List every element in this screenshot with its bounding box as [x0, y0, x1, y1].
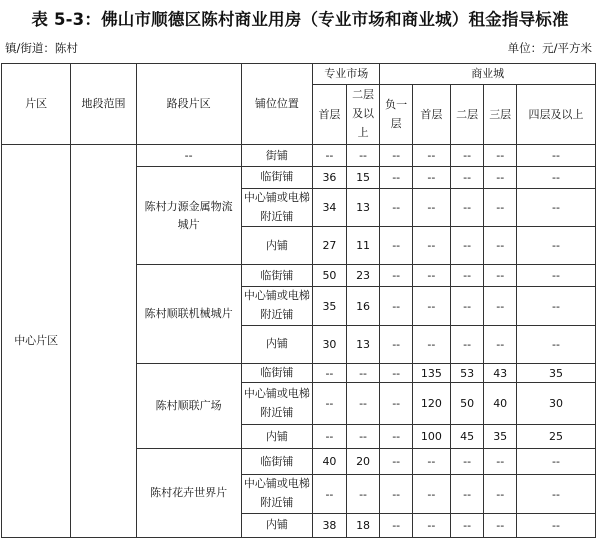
rent-value-cell: 45	[450, 425, 484, 449]
rent-value-cell: --	[412, 287, 450, 325]
shop-position-cell: 临街铺	[241, 167, 312, 189]
rent-value-cell: --	[346, 383, 380, 425]
shop-position-cell: 临街铺	[241, 449, 312, 475]
road-section-cell: 陈村力源金属物流城片	[136, 167, 241, 265]
rent-value-cell: --	[380, 167, 413, 189]
header-market-group: 专业市场	[313, 64, 380, 85]
rent-value-cell: 23	[346, 265, 380, 287]
rent-value-cell: --	[484, 287, 517, 325]
rent-value-cell: --	[380, 189, 413, 227]
rent-value-cell: 25	[516, 425, 595, 449]
rent-value-cell: --	[380, 265, 413, 287]
rent-value-cell: --	[380, 145, 413, 167]
rent-value-cell: --	[484, 449, 517, 475]
rent-value-cell: --	[313, 363, 347, 383]
header-market-col: 二层及以上	[346, 85, 380, 145]
rent-value-cell: 13	[346, 325, 380, 363]
rent-value-cell: --	[450, 265, 484, 287]
rent-value-cell: --	[484, 265, 517, 287]
town-label: 镇/街道：陈村	[5, 41, 78, 55]
rent-value-cell: --	[313, 145, 347, 167]
rent-value-cell: 11	[346, 227, 380, 265]
rent-value-cell: 40	[313, 449, 347, 475]
rent-value-cell: --	[412, 513, 450, 537]
rent-value-cell: 120	[412, 383, 450, 425]
rent-value-cell: 135	[412, 363, 450, 383]
rent-value-cell: --	[484, 145, 517, 167]
rent-value-cell: --	[313, 425, 347, 449]
rent-value-cell: --	[516, 475, 595, 513]
rent-value-cell: --	[450, 145, 484, 167]
rent-value-cell: --	[484, 189, 517, 227]
rent-value-cell: --	[412, 145, 450, 167]
rent-value-cell: --	[412, 325, 450, 363]
rent-value-cell: --	[412, 189, 450, 227]
header-mall-col: 首层	[412, 85, 450, 145]
rent-value-cell: --	[450, 449, 484, 475]
rent-value-cell: --	[516, 287, 595, 325]
rent-value-cell: 36	[313, 167, 347, 189]
rent-value-cell: 50	[313, 265, 347, 287]
rent-value-cell: --	[380, 363, 413, 383]
rent-value-cell: --	[516, 265, 595, 287]
rent-value-cell: --	[484, 325, 517, 363]
rent-value-cell: --	[484, 227, 517, 265]
rent-value-cell: 43	[484, 363, 517, 383]
header-shop-position: 铺位位置	[241, 64, 312, 145]
rent-value-cell: 50	[450, 383, 484, 425]
rent-value-cell: 53	[450, 363, 484, 383]
rent-value-cell: --	[313, 383, 347, 425]
header-area: 片区	[2, 64, 71, 145]
rent-value-cell: --	[313, 475, 347, 513]
rent-value-cell: --	[412, 475, 450, 513]
shop-position-cell: 中心铺或电梯附近铺	[241, 383, 312, 425]
rent-value-cell: 35	[516, 363, 595, 383]
header-mall-group: 商业城	[380, 64, 596, 85]
header-mall-col: 负一层	[380, 85, 413, 145]
rent-value-cell: --	[380, 227, 413, 265]
rent-value-cell: 27	[313, 227, 347, 265]
rent-guideline-table	[1, 63, 596, 538]
rent-value-cell: 35	[313, 287, 347, 325]
shop-position-cell: 中心铺或电梯附近铺	[241, 287, 312, 325]
rent-value-cell: --	[450, 325, 484, 363]
table-title: 表 5-3：佛山市顺德区陈村商业用房（专业市场和商业城）租金指导标准	[31, 10, 569, 29]
rent-value-cell: 16	[346, 287, 380, 325]
rent-value-cell: --	[346, 475, 380, 513]
segment-range-cell	[71, 145, 136, 538]
rent-value-cell: --	[380, 383, 413, 425]
rent-value-cell: --	[380, 475, 413, 513]
rent-value-cell: --	[516, 325, 595, 363]
header-market-col: 首层	[313, 85, 347, 145]
shop-position-cell: 内铺	[241, 513, 312, 537]
header-segment-range: 地段范围	[71, 64, 136, 145]
rent-value-cell: 38	[313, 513, 347, 537]
rent-value-cell: --	[380, 513, 413, 537]
rent-value-cell: --	[450, 475, 484, 513]
rent-value-cell: --	[412, 449, 450, 475]
header-road-section: 路段片区	[136, 64, 241, 145]
rent-value-cell: --	[346, 363, 380, 383]
rent-value-cell: --	[516, 227, 595, 265]
rent-value-cell: --	[484, 513, 517, 537]
shop-position-cell: 中心铺或电梯附近铺	[241, 475, 312, 513]
rent-value-cell: --	[412, 227, 450, 265]
rent-value-cell: --	[516, 513, 595, 537]
rent-value-cell: --	[346, 145, 380, 167]
rent-value-cell: --	[450, 189, 484, 227]
road-section-cell: 陈村顺联机械城片	[136, 265, 241, 363]
rent-value-cell: 13	[346, 189, 380, 227]
rent-value-cell: --	[450, 513, 484, 537]
rent-value-cell: --	[380, 325, 413, 363]
rent-value-cell: 40	[484, 383, 517, 425]
rent-value-cell: --	[380, 287, 413, 325]
rent-value-cell: 35	[484, 425, 517, 449]
rent-value-cell: --	[346, 425, 380, 449]
rent-value-cell: 34	[313, 189, 347, 227]
shop-position-cell: 临街铺	[241, 363, 312, 383]
shop-position-cell: 内铺	[241, 425, 312, 449]
unit-label: 单位：元/平方米	[507, 41, 592, 55]
shop-position-cell: 临街铺	[241, 265, 312, 287]
rent-value-cell: --	[516, 145, 595, 167]
rent-value-cell: --	[380, 449, 413, 475]
road-section-cell: --	[136, 145, 241, 167]
shop-position-cell: 内铺	[241, 325, 312, 363]
area-cell: 中心片区	[2, 145, 71, 538]
header-mall-col: 四层及以上	[516, 85, 595, 145]
rent-value-cell: --	[516, 189, 595, 227]
rent-value-cell: --	[450, 287, 484, 325]
shop-position-cell: 街铺	[241, 145, 312, 167]
rent-value-cell: --	[516, 449, 595, 475]
rent-value-cell: --	[380, 425, 413, 449]
shop-position-cell: 中心铺或电梯附近铺	[241, 189, 312, 227]
rent-value-cell: --	[484, 475, 517, 513]
header-mall-col: 二层	[450, 85, 484, 145]
rent-value-cell: --	[484, 167, 517, 189]
rent-value-cell: 30	[516, 383, 595, 425]
road-section-cell: 陈村花卉世界片	[136, 449, 241, 537]
rent-value-cell: 100	[412, 425, 450, 449]
rent-value-cell: --	[450, 227, 484, 265]
header-mall-col: 三层	[484, 85, 517, 145]
rent-value-cell: 18	[346, 513, 380, 537]
rent-value-cell: --	[516, 167, 595, 189]
rent-value-cell: --	[450, 167, 484, 189]
rent-value-cell: 20	[346, 449, 380, 475]
table-row	[2, 145, 596, 167]
rent-value-cell: --	[412, 167, 450, 189]
rent-value-cell: 30	[313, 325, 347, 363]
rent-value-cell: 15	[346, 167, 380, 189]
road-section-cell: 陈村顺联广场	[136, 363, 241, 449]
rent-value-cell: --	[412, 265, 450, 287]
shop-position-cell: 内铺	[241, 227, 312, 265]
